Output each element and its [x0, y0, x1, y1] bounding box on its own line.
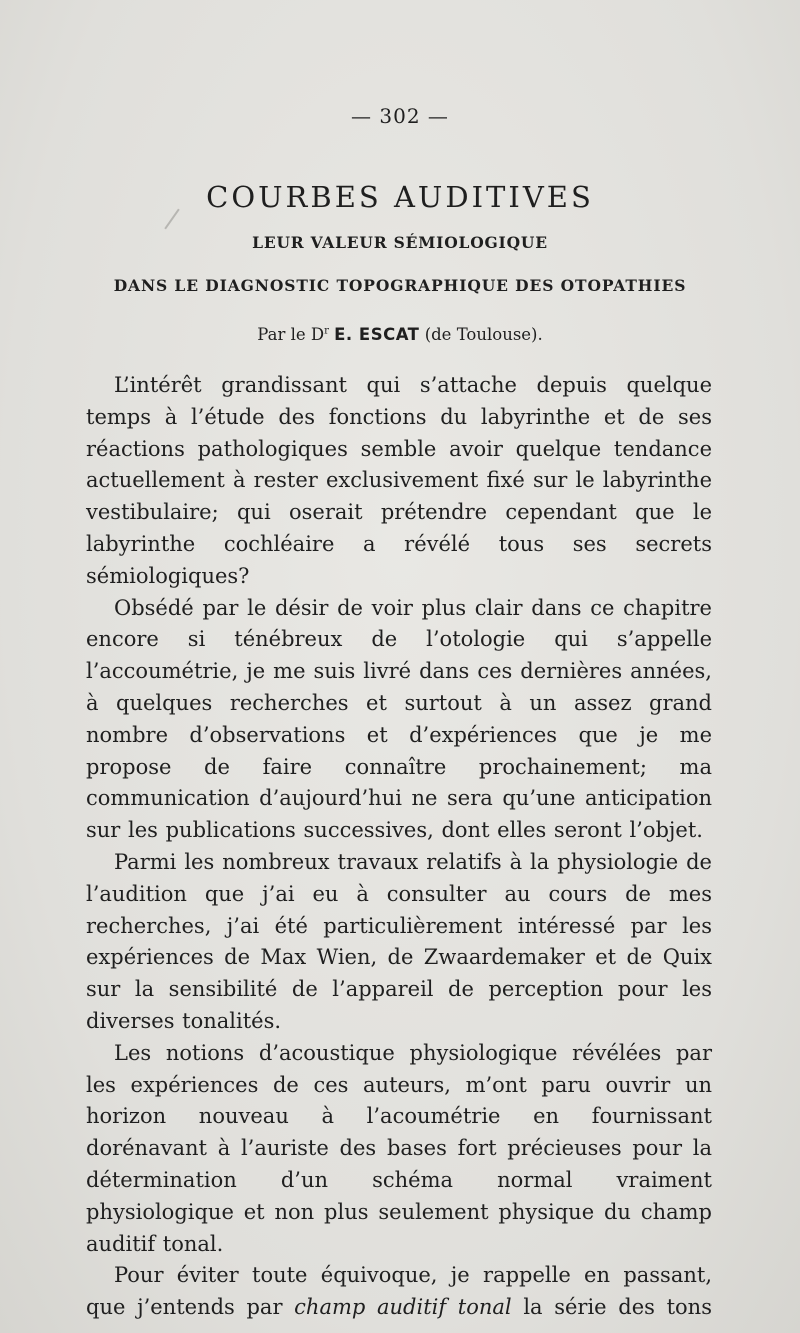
page-number: — 302 — [351, 104, 449, 128]
paragraph-5-text-after: la série des tons [523, 1295, 712, 1320]
author-name: E. ESCAT [334, 325, 420, 344]
article-subtitle-1: LEUR VALEUR SÉMIOLOGIQUE [252, 233, 548, 252]
byline-superscript: r [324, 325, 329, 337]
byline-prefix: Par le D [257, 325, 325, 344]
paragraph-1: L’intérêt grandissant qui s’attache depuis quelque temps à l’étude des fonctions du labyrinthe et de ses réactions pathologiques semble avoir quelque tendance actuellement à rester exclusivement fixé sur le labyrinthe vestibulaire; qui oserait prétendre cependant que le labyrinthe cochléaire a révélé tous ses secrets sémiologiques? [86, 373, 712, 588]
paragraph-4: Les notions d’acoustique physiologique révélées par les expériences de ces auteurs, m’ont paru ouvrir un horizon nouveau à l’acoumétrie en fournissant dorénavant à l’auriste des bases fort précieuses pour la détermination d’un schéma normal vraiment physiologique et non plus seulement physique du champ auditif tonal. [86, 1040, 712, 1256]
article-body [86, 370, 712, 1324]
paragraph-2: Obsédé par le désir de voir plus clair dans ce chapitre encore si ténébreux de l’otologie qui s’appelle l’accoumétrie, je me suis livré dans ces dernières années, à quelques recherches et surtout à un assez grand nombre d’observations et d’expériences que je me propose de faire connaître prochainement; ma communication d’aujourd’hui ne sera qu’une anticipation sur les publications successives, dont elles seront l’objet. [86, 595, 712, 843]
article-subtitle-2: DANS LE DIAGNOSTIC TOPOGRAPHIQUE DES OTOPATHIES [113, 276, 687, 295]
byline-suffix: (de Toulouse). [424, 325, 543, 344]
byline [0, 325, 800, 344]
paragraph-5-italic-term: champ auditif tonal [294, 1295, 512, 1320]
paragraph-5-text-before: Pour éviter toute équivoque, je rappelle en passant, que j’entends par [86, 1263, 712, 1320]
paragraph-5 [86, 1260, 712, 1324]
article-title: COURBES AUDITIVES [206, 180, 594, 214]
paragraph-3: Parmi les nombreux travaux relatifs à la physiologie de l’audition que j’ai eu à consulter au cours de mes recherches, j’ai été particulièrement intéressé par les expériences de Max Wien, de Zwaardemaker et de Quix sur la sensibilité de l’appareil de perception pour les diverses tonalités. [86, 849, 712, 1033]
